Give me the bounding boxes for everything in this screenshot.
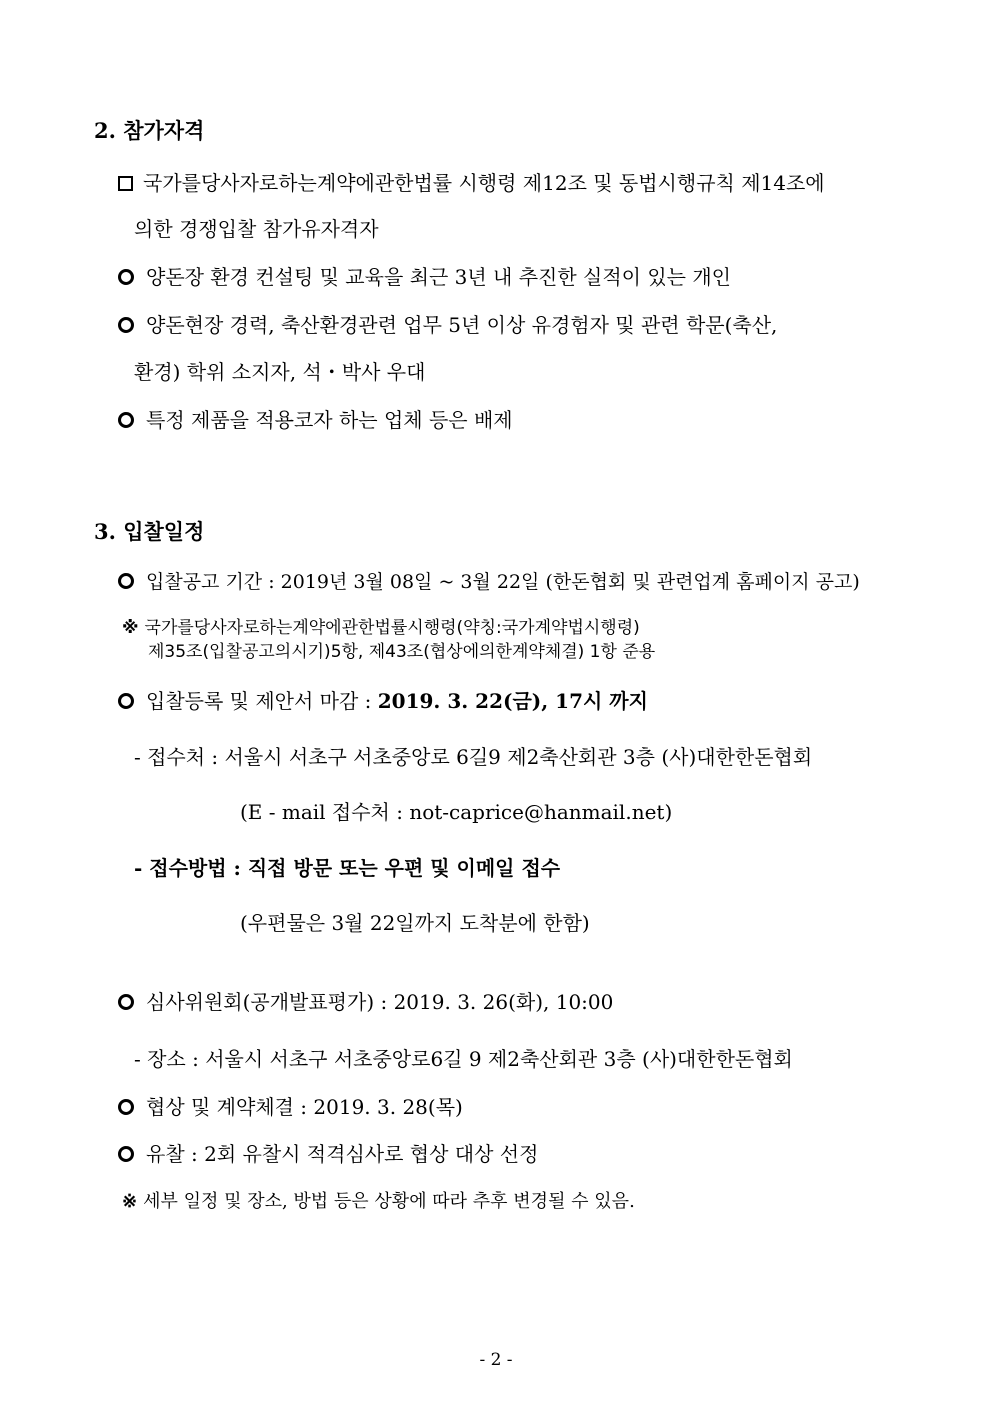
item-text: 특정 제품을 적용코자 하는 업체 등은 배제 [146, 408, 513, 432]
list-item [118, 169, 825, 197]
list-item [118, 311, 777, 339]
circle-bullet-icon [118, 269, 134, 285]
note-text: 세부 일정 및 장소, 방법 등은 상황에 따라 추후 변경될 수 있음. [143, 1191, 635, 1212]
reference-mark-icon: ※ [122, 1191, 138, 1212]
deadline-value: 2019. 3. 22(금), 17시 까지 [377, 689, 648, 713]
list-item [118, 1140, 538, 1168]
item-text: 심사위원회(공개발표평가) : 2019. 3. 26(화), 10:00 [146, 990, 614, 1014]
sub-item: - 접수처 : 서울시 서초구 서초중앙로 6길9 제2축산회관 3층 (사)대한한돈협회 [134, 745, 813, 769]
circle-bullet-icon [118, 1146, 134, 1162]
note-continuation: 제35조(입찰공고의시기)5항, 제43조(협상에의한계약체결) 1항 준용 [148, 642, 656, 662]
reference-mark-icon: ※ [122, 618, 139, 638]
section-2-title: 2. 참가자격 [94, 118, 205, 143]
item-text: 협상 및 계약체결 : 2019. 3. 28(목) [146, 1095, 463, 1119]
list-item [118, 568, 860, 596]
page-number: - 2 - [479, 1350, 513, 1370]
note [122, 1188, 635, 1216]
list-item [118, 1093, 463, 1121]
item-text: 양돈현장 경력, 축산환경관련 업무 5년 이상 유경험자 및 관련 학문(축산, [146, 313, 778, 337]
sub-item: - 접수방법 : 직접 방문 또는 우편 및 이메일 접수 [134, 856, 561, 880]
item-label: 입찰등록 및 제안서 마감 : [146, 689, 378, 713]
item-text: 양돈장 환경 컨설팅 및 교육을 최근 3년 내 추진한 실적이 있는 개인 [146, 265, 731, 289]
circle-bullet-icon [118, 693, 134, 709]
list-item [118, 263, 731, 291]
list-item [118, 988, 613, 1016]
list-item-continuation: 환경) 학위 소지자, 석・박사 우대 [134, 360, 426, 384]
checkbox-square-icon [118, 176, 133, 191]
circle-bullet-icon [118, 573, 134, 589]
sub-item-continuation: (E - mail 접수처 : not-caprice@hanmail.net) [240, 800, 673, 824]
sub-item: - 장소 : 서울시 서초구 서초중앙로6길 9 제2축산회관 3층 (사)대한한돈협회 [134, 1047, 793, 1071]
item-text: 국가를당사자로하는계약에관한법률 시행령 제12조 및 동법시행규칙 제14조에 [143, 171, 825, 195]
note-text: 국가를당사자로하는계약에관한법률시행령(약칭:국가계약법시행령) [144, 618, 640, 638]
item-text: 유찰 : 2회 유찰시 적격심사로 협상 대상 선정 [146, 1142, 539, 1166]
item-text: 입찰공고 기간 : 2019년 3월 08일 ~ 3월 22일 (한돈협회 및 관련업계 홈페이지 공고) [146, 571, 860, 593]
circle-bullet-icon [118, 1099, 134, 1115]
list-item [118, 406, 513, 434]
circle-bullet-icon [118, 317, 134, 333]
circle-bullet-icon [118, 412, 134, 428]
list-item-continuation: 의한 경쟁입찰 참가유자격자 [134, 217, 379, 241]
section-3-title: 3. 입찰일정 [94, 519, 205, 544]
sub-item-continuation: (우편물은 3월 22일까지 도착분에 한함) [240, 911, 590, 935]
note [122, 617, 640, 639]
list-item [118, 687, 648, 715]
circle-bullet-icon [118, 994, 134, 1010]
